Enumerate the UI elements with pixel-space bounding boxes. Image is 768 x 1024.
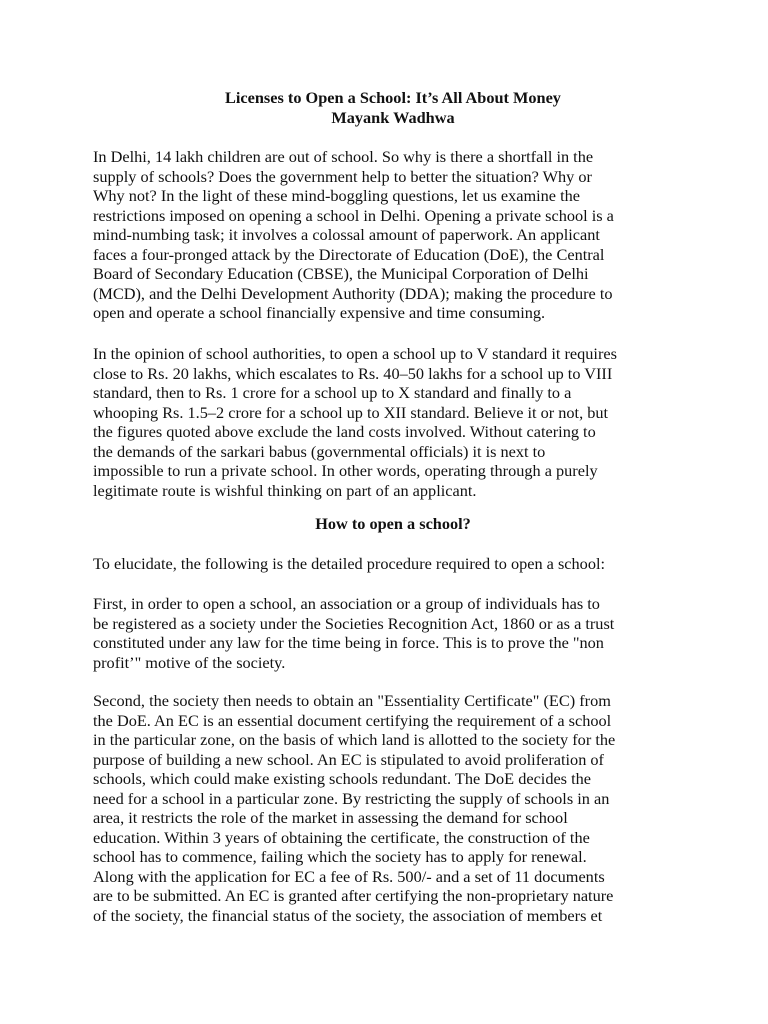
paragraph-line: need for a school in a particular zone. By restricting the supply of schools in an xyxy=(93,788,610,808)
paragraph-line: purpose of building a new school. An EC is stipulated to avoid proliferation of xyxy=(93,749,604,769)
paragraph-line: In the opinion of school authorities, to open a school up to V standard it requires xyxy=(93,344,617,363)
paragraph-line: constituted under any law for the time being in force. This is to prove the "non xyxy=(93,633,604,652)
paragraph-line: impossible to run a private school. In other words, operating through a purely xyxy=(93,461,598,480)
paragraph-line: whooping Rs. 1.5–2 crore for a school up to XII standard. Believe it or not, but xyxy=(93,402,609,422)
paragraph-line: legitimate route is wishful thinking on part of an applicant. xyxy=(93,480,477,500)
paragraph-line: profit’" motive of the society. xyxy=(93,652,286,672)
paragraph-line: Why not? In the light of these mind-boggling questions, let us examine the xyxy=(93,186,580,205)
paragraph-line: Along with the application for EC a fee of Rs. 500/- and a set of 11 documents xyxy=(93,866,605,886)
paragraph-line: are to be submitted. An EC is granted after certifying the non-proprietary nature xyxy=(93,886,614,905)
document-title: Licenses to Open a School: It’s All About Money xyxy=(225,88,561,107)
paragraph-line: Board of Secondary Education (CBSE), the Municipal Corporation of Delhi xyxy=(93,264,589,283)
paragraph-line: standard, then to Rs. 1 crore for a school up to X standard and finally to a xyxy=(93,383,572,402)
paragraph-line: in the particular zone, on the basis of which land is allotted to the society for the xyxy=(93,730,616,749)
paragraph-line: the figures quoted above exclude the land costs involved. Without catering to xyxy=(93,422,596,441)
paragraph-line: restrictions imposed on opening a school in Delhi. Opening a private school is a xyxy=(93,205,614,225)
paragraph-line: schools, which could make existing schools redundant. The DoE decides the xyxy=(93,769,591,788)
paragraph-elucidate xyxy=(93,554,693,574)
section-heading-text: How to open a school? xyxy=(315,514,471,533)
paragraph-line: supply of schools? Does the government help to better the situation? Why or xyxy=(93,166,592,186)
section-heading xyxy=(93,514,693,534)
title-block xyxy=(93,88,693,127)
paragraph-line: Second, the society then needs to obtain an "Essentiality Certificate" (EC) from xyxy=(93,691,611,710)
paragraph-line: faces a four-pronged attack by the Directorate of Education (DoE), the Central xyxy=(93,244,605,264)
paragraph-second-step xyxy=(93,691,693,925)
paragraph-line: (MCD), and the Delhi Development Authority (DDA); making the procedure to xyxy=(93,283,613,303)
paragraph-line: open and operate a school financially expensive and time consuming. xyxy=(93,303,546,322)
paragraph-line: To elucidate, the following is the detailed procedure required to open a school: xyxy=(93,554,606,573)
paragraph-intro xyxy=(93,147,693,323)
paragraph-line: the DoE. An EC is an essential document certifying the requirement of a school xyxy=(93,710,612,730)
paragraph-line: education. Within 3 years of obtaining the certificate, the construction of the xyxy=(93,827,590,847)
paragraph-line: of the society, the financial status of the society, the association of members et xyxy=(93,905,603,925)
paragraph-line: mind-numbing task; it involves a colossal amount of paperwork. An applicant xyxy=(93,225,600,244)
document-author: Mayank Wadhwa xyxy=(331,107,455,127)
paragraph-line: In Delhi, 14 lakh children are out of school. So why is there a shortfall in the xyxy=(93,147,594,166)
paragraph-first-step xyxy=(93,594,693,672)
paragraph-line: school has to commence, failing which the society has to apply for renewal. xyxy=(93,847,587,866)
paragraph-line: the demands of the sarkari babus (governmental officials) it is next to xyxy=(93,441,546,461)
paragraph-costs xyxy=(93,344,693,500)
paragraph-line: close to Rs. 20 lakhs, which escalates to Rs. 40–50 lakhs for a school up to VIII xyxy=(93,363,613,383)
paragraph-line: be registered as a society under the Societies Recognition Act, 1860 or as a trust xyxy=(93,613,615,633)
paragraph-line: area, it restricts the role of the market in assessing the demand for school xyxy=(93,808,568,827)
paragraph-line: First, in order to open a school, an association or a group of individuals has to xyxy=(93,594,600,613)
